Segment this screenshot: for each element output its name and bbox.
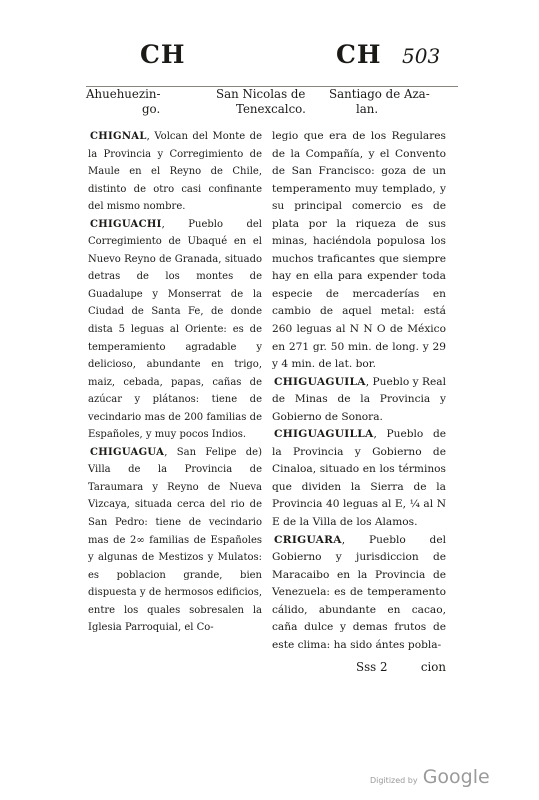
continued-name: Ahuehuezin- [86, 87, 161, 101]
dictionary-entry [272, 426, 446, 531]
entry-text: , Pueblo de la Provincia y Gobierno de Cinaloa, situado en los términos que dividen la Sierra de la Provincia 40 leguas al E, ¼ al N E de la Villa de los Alamos. [272, 428, 446, 529]
running-header [0, 40, 539, 74]
catchword: cion [420, 660, 446, 674]
watermark-prefix: Digitized by [370, 776, 418, 785]
dictionary-entry-continued [272, 128, 446, 374]
digitized-watermark [370, 766, 490, 788]
header-left-letters: CH [140, 40, 186, 69]
continued-name: Tenexcalco. [236, 102, 306, 116]
dictionary-entry [272, 374, 446, 427]
page-number: 503 [402, 44, 441, 68]
continued-names [86, 87, 458, 121]
entry-text: , Pueblo del Corregimiento de Ubaqué en el Nuevo Reyno de Granada, situado detras de los montes de Guadalupe y Monserrat de la Ciudad de Santa Fe, de donde dista 5 leguas al Oriente: es de temperamiento agradable y delicioso, abundante en trigo, maiz, cebada, papas, cañas de azúcar y plátanos: tiene de vecindario mas de 200 familias de Españoles, y muy pocos Indios. [88, 218, 262, 441]
watermark-brand: Google [422, 766, 490, 788]
continued-name: Santiago de Aza- [329, 87, 430, 101]
entry-text: , Pueblo y Real de Minas de la Provincia y Gobierno de Sonora. [272, 375, 446, 423]
continued-name: San Nicolas de [216, 87, 306, 101]
dictionary-entry [88, 216, 262, 444]
entry-headword: CHIGUAGUA [90, 446, 165, 458]
right-column [272, 128, 446, 654]
dictionary-entry [88, 128, 262, 216]
continued-name: lan. [356, 102, 379, 116]
entry-headword: CHIGUACHI [90, 218, 162, 230]
continued-name: go. [142, 102, 161, 116]
dictionary-entry [88, 444, 262, 637]
page-footer [272, 660, 446, 678]
entry-headword: CHIGUAGUILLA [274, 428, 374, 441]
entry-text: , Volcan del Monte de la Provincia y Corregimiento de Maule en el Reyno de Chile, distinto de otro casi confinante del mismo nombre. [88, 131, 262, 213]
signature-mark: Sss 2 [356, 660, 388, 674]
entry-text: , Pueblo del Gobierno y jurisdiccion de Maracaibo en la Provincia de Venezuela: es de temperamento cálido, abundante en cacao, caña dulce y demas frutos de este clima: ha sido ántes pobla- [272, 533, 446, 651]
left-column [88, 128, 262, 637]
entry-headword: CHIGUAGUILA [274, 375, 366, 388]
entry-text: , San Felipe de) Villa de la Provincia de Taraumara y Reyno de Nueva Vizcaya, situada cerca del rio de San Pedro: tiene de vecindario mas de 2∞ familias de Españoles y algunas de Mestizos y Mulatos: es poblacion grande, bien dispuesta y de hermosos edificios, entre los quales sobresalen la Iglesia Parroquial, el Co- [88, 446, 262, 634]
entry-headword: CRIGUARA [274, 533, 342, 546]
header-right-letters: CH [336, 40, 382, 69]
dictionary-entry [272, 532, 446, 655]
entry-text: legio que era de los Regulares de la Compañía, y el Convento de San Francisco: goza de un temperamento muy templado, y su principal comercio es de plata por la riqueza de sus minas, haciéndola populosa los muchos traficantes que siempre hay en ella para expender toda especie de mercaderías en cambio de aquel metal: está 260 leguas al N N O de México en 271 gr. 50 min. de long. y 29 y 4 min. de lat. bor. [272, 130, 446, 371]
entry-headword: CHIGNAL [90, 131, 147, 142]
